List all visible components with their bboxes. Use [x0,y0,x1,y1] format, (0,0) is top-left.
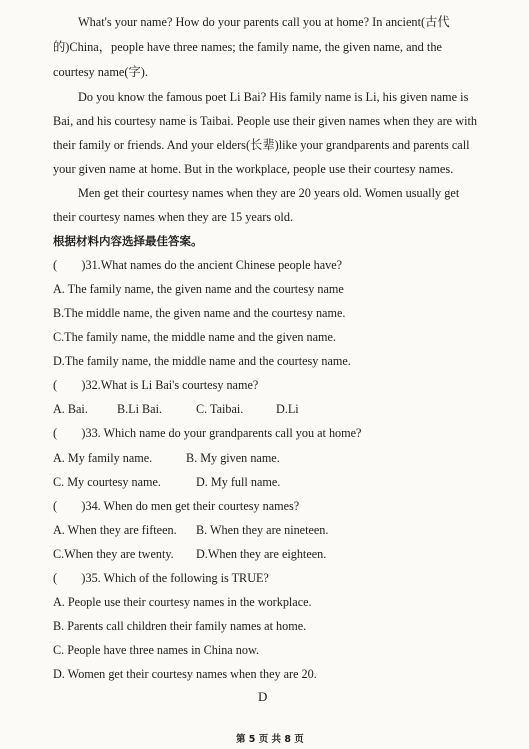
question-34-stem: ( )34. When do men get their courtesy names? [53,499,300,513]
question-32-option-b: B.Li Bai. [117,402,163,416]
question-35-option-c: C. People have three names in China now. [53,643,260,657]
passage-p1-line1: What's your name? How do your parents call you at home? In ancient(古代 [78,15,450,29]
passage-p3-line1: Men get their courtesy names when they are 20 years old. Women usually get [78,186,460,200]
question-34-option-a: A. When they are fifteen. [53,523,177,537]
question-33-option-b: B. My given name. [186,451,280,465]
question-34-option-b: B. When they are nineteen. [196,523,329,537]
question-33-option-a: A. My family name. [53,451,153,465]
question-35-option-d: D. Women get their courtesy names when they are 20. [53,667,317,681]
question-31-option-a: A. The family name, the given name and the courtesy name [53,282,344,296]
question-34-option-d: D.When they are eighteen. [196,547,327,561]
page-footer: 第 5 页 共 8 页 [236,734,304,745]
question-32-option-d: D.Li [276,402,299,416]
question-31-option-c: C.The family name, the middle name and the given name. [53,330,336,344]
question-32-stem: ( )32.What is Li Bai's courtesy name? [53,378,259,392]
section-mark: D [258,689,268,704]
question-32-option-a: A. Bai. [53,402,88,416]
question-35-option-b: B. Parents call children their family names at home. [53,619,307,633]
passage-p1-line3: courtesy name(字). [53,65,148,79]
passage-p2-line1: Do you know the famous poet Li Bai? His family name is Li, his given name is [78,90,469,104]
question-33-option-c: C. My courtesy name. [53,475,161,489]
question-34-option-c: C.When they are twenty. [53,547,174,561]
passage-p2-line2: Bai, and his courtesy name is Taibai. People use their given names when they are with [53,114,478,128]
question-31-option-b: B.The middle name, the given name and the courtesy name. [53,306,346,320]
question-31-option-d: D.The family name, the middle name and the courtesy name. [53,354,351,368]
question-31-stem: ( )31.What names do the ancient Chinese people have? [53,258,343,272]
question-33-option-d: D. My full name. [196,475,281,489]
passage-p2-line4: your given name at home. But in the workplace, people use their courtesy names. [53,162,454,176]
passage-p3-line2: their courtesy names when they are 15 years old. [53,210,294,224]
instruction-heading: 根据材料内容选择最佳答案。 [53,234,203,248]
question-32-option-c: C. Taibai. [196,402,244,416]
passage-p1-line2: 的)China，people have three names; the family name, the given name, and the [53,40,442,54]
question-35-option-a: A. People use their courtesy names in the workplace. [53,595,312,609]
passage-p2-line3: their family or friends. And your elders(长辈)like your grandparents and parents call [53,138,470,152]
question-33-stem: ( )33. Which name do your grandparents call you at home? [53,426,362,440]
question-35-stem: ( )35. Which of the following is TRUE? [53,571,269,585]
